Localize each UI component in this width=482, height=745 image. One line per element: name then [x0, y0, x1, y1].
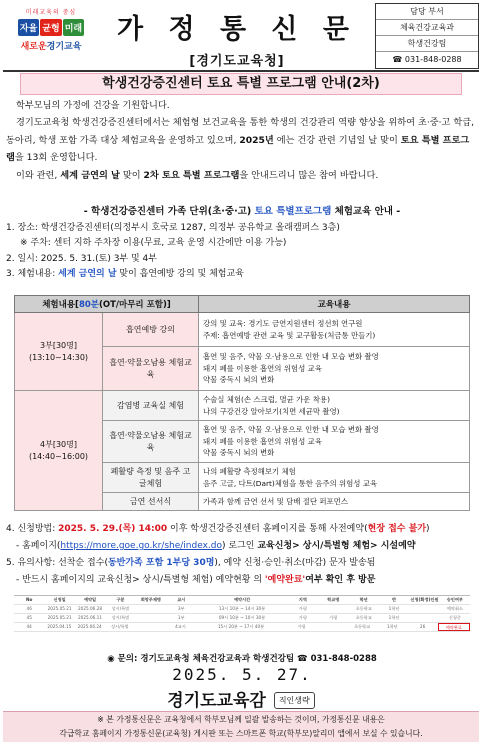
logo-word-balance: 균형: [40, 19, 61, 36]
part3-row-2-content: 흡연 및 음주, 약물 오·남용으로 인한 내 모습 변화 촬영 돼지 폐를 이용한 흡연의 위험성 교육 약물 중독시 뇌의 변화: [199, 347, 470, 391]
table-header-content: 체험내용[80분(OT/마무리 포함)]: [15, 296, 199, 313]
contact-box: [375, 3, 479, 69]
apply-notice: 5. 유의사항: 선착순 접수(동반가족 포함 1부당 30명), 예약 신청·승인·취소(마감) 문자 발송됨: [6, 558, 376, 568]
header-divider: [3, 70, 479, 72]
item-place: 1. 장소: 학생건강증진센터(의정부시 호국로 1287, 의정부 공유학교 올래캠퍼스 3층): [6, 223, 340, 233]
application-details: [6, 521, 478, 589]
part3-row-1-content: 강의 및 교육: 경기도 금연지원센터 정선희 연구원 주제: 흡연예방 관련 교육 및 교구활동(처금통 만들기): [199, 313, 470, 347]
apply-notice-2: - 반드시 홈페이지의 교육신청> 상시/특별형 체험) 예약현황 의 '예약완료'여부 확인 후 방문: [16, 575, 376, 585]
table-row: [15, 391, 470, 421]
item-content: 3. 체험내용: 세계 금연의 날 맞이 흡연예방 강의 및 체험교육: [6, 269, 244, 280]
footer-note: [3, 711, 479, 742]
inquiry-line: ◉ 문의: 경기도교육청 체육건강교육과 학생건강팀 ☎ 031-848-0288: [107, 654, 377, 664]
intro-greeting: 학부모님의 가정에 건강을 기원합니다.: [16, 100, 170, 111]
part4-row-1-name: 감염병 교육실 체험: [103, 391, 199, 421]
intro-paragraph-1: 경기도교육청 학생건강증진센터에서는 체험형 보건교육을 통한 학생의 건강관리 역량 향상을 위하여 초·중·고 학급, 동아리, 학생 포함 가족 대상 체험교육을 운영하고 있으며, 2025년 에는 건강 관련 기념일 날 맞이 토요 특별 프로그램을 13회 운영합니다.: [6, 117, 475, 164]
contact-team: 학생건강팀: [376, 36, 478, 52]
document-subtitle: [경기도교육청]: [189, 54, 285, 69]
program-table: [14, 295, 470, 511]
table-header-education: 교육내용: [199, 296, 470, 313]
table-row: 45 2025.05.21 2025.06.11 상시/특별 1부 09시 10분 ~ 10시 30분 가평 가평 초등학교 1학년 신청중: [14, 614, 470, 623]
headline: 학생건강증진센터 토요 특별 프로그램 안내(2차): [20, 73, 462, 95]
part3-row-1-name: 흡연예방 강의: [103, 313, 199, 347]
part4-row-4-content: 가족과 함께 금연 선서 및 담배 절단 퍼포먼스: [199, 493, 470, 511]
contact-phone: ☎ 031-848-0288: [392, 55, 462, 64]
title-block: [101, 5, 373, 69]
document-header: [3, 3, 479, 69]
contact-dept: 체육건강교육과: [376, 20, 478, 36]
homepage-link[interactable]: https://more.goe.go.kr/she/index.do: [60, 541, 222, 551]
table-row: 46 2025.05.21 2025.06.28 상시/특별 3부 13시 10분 ~ 14시 30분 가평 초등학교 1학년 예약취소: [14, 605, 470, 614]
intro-text: [6, 97, 478, 184]
reservation-screenshot: [14, 595, 470, 631]
issue-date: 2025. 5. 27.: [172, 665, 312, 684]
part4-row-1-content: 수술실 체험(손 스크럽, 멸균 가운 착용) 나의 구강건강 알아보기(치면 세균막 촬영): [199, 391, 470, 421]
footer-line-1: ※ 본 가정통신문은 교육청에서 학부모님께 일괄 발송하는 것이며, 가정통신문 내용은: [97, 715, 385, 724]
apply-method: 4. 신청방법: 2025. 5. 29.(목) 14:00 이후 학생건강증진센터 홈페이지를 통해 사전예약(현장 접수 불가): [6, 524, 430, 534]
logo-tagline: 미래교육의 중심: [25, 9, 77, 16]
item-date: 2. 일시: 2025. 5. 31.(토) 3부 및 4부: [6, 253, 157, 264]
part4-row-3-content: 나의 폐활량 측정해보기 체험 음주 고글, 다트(Dart)체험을 통한 음주의 위험성 교육: [199, 463, 470, 493]
gyeonggi-education-logo: [5, 5, 97, 65]
section-heading: - 학생건강증진센터 가족 단위(초·중·고) 토요 특별프로그램 체험교육 안내 -: [83, 206, 401, 217]
signer-block: [0, 686, 482, 711]
program-details: [6, 221, 478, 283]
footer-line-2: 각급학교 홈페이지 가정통신문(교육청) 게시판 또는 스마트폰 학교(학부모)알리미 앱에서 보실 수 있습니다.: [59, 729, 423, 738]
document-title: 가 정 통 신 문: [116, 14, 357, 45]
item-parking: ※ 주차: 센터 지하 주차장 이용(무료, 교육 운영 시간에만 이용 가능): [20, 238, 287, 249]
signer-name: 경기도교육감: [167, 691, 266, 711]
reservation-complete-highlight: 예약완료: [438, 623, 470, 631]
part4-row-4-name: 금연 선서식: [103, 493, 199, 511]
contact-label: 담당 부서: [376, 4, 478, 20]
logo-subtitle: 새로운경기교육: [20, 42, 82, 52]
table-row: 44 2025.04.15 2025.06.24 상시/특별 4교시 15시 20분 ~ 17시 40분 가평 초등학교 1학년 26 예약완료: [14, 623, 470, 632]
seal-omitted-stamp: 직인생략: [274, 692, 315, 709]
part4-row-3-name: 폐활량 측정 및 음주 고글체험: [103, 463, 199, 493]
part4-cell: 4부[30명] (14:40~16:00): [15, 391, 103, 511]
apply-homepage: - 홈페이지(https://more.goe.go.kr/she/index.do) 로그인 교육신청> 상시/특별형 체험> 시설예약: [16, 541, 416, 551]
part4-row-2-content: 흡연 및 음주, 약물 오·남용으로 인한 내 모습 변화 촬영 돼지 폐를 이용한 흡연의 위험성 교육 약물 중독시 뇌의 변화: [199, 421, 470, 463]
logo-words: [5, 19, 97, 36]
logo-word-autonomy: 자율: [18, 19, 39, 36]
screenshot-header-row: No 신청일 예약일 구분 희망주제명 교시 예약시간 지역 학교명 학년 반 신청(확정)인원 승인여부: [14, 596, 470, 605]
intro-paragraph-2: 이와 관련, 세계 금연의 날 맞이 2차 토요 특별 프로그램을 안내드리니 많은 참여 바랍니다.: [16, 169, 379, 181]
part3-cell: 3부[30명] (13:10~14:30): [15, 313, 103, 391]
part4-row-2-name: 흡연·약물오남용 체험교육: [103, 421, 199, 463]
part3-row-2-name: 흡연·약물오남용 체험교육: [103, 347, 199, 391]
table-header-row: [15, 296, 470, 313]
logo-word-future: 미래: [63, 19, 84, 36]
table-row: [15, 313, 470, 347]
